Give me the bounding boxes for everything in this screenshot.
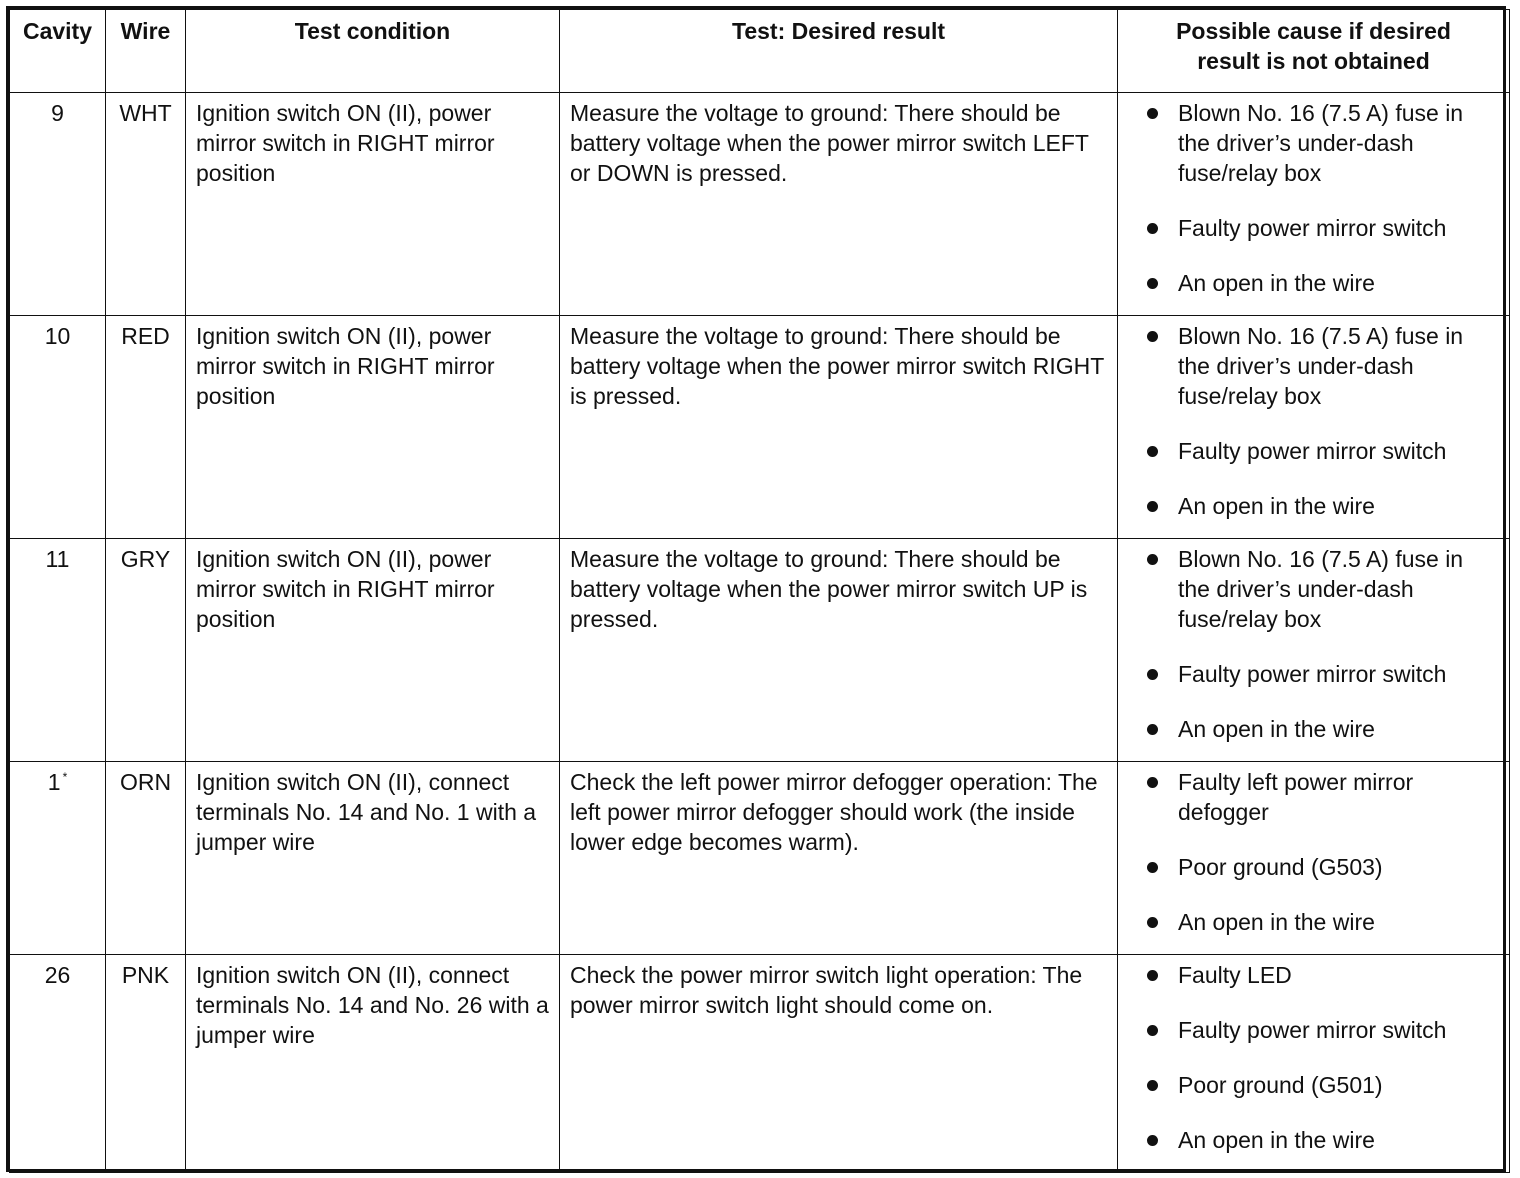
cause-text: An open in the wire (1178, 909, 1375, 935)
cavity-number: 10 (44, 323, 71, 349)
bullet-icon (1147, 970, 1158, 981)
cavity-number: 9 (51, 100, 64, 126)
table-row (10, 316, 1510, 539)
cavity-cell (10, 955, 106, 1173)
cause-list (1128, 321, 1499, 521)
possible-cause-cell (1118, 539, 1510, 762)
test-condition-cell: Ignition switch ON (II), power mirror switch in RIGHT mirror position (186, 539, 560, 762)
header-test-desired-result: Test: Desired result (560, 10, 1118, 93)
bullet-icon (1147, 446, 1158, 457)
cause-item (1128, 321, 1499, 411)
bullet-icon (1147, 331, 1158, 342)
desired-result-cell: Check the power mirror switch light operation: The power mirror switch light should come on. (560, 955, 1118, 1173)
cavity-cell (10, 762, 106, 955)
wire-cell: WHT (106, 93, 186, 316)
cause-list (1128, 960, 1499, 1155)
cause-text: Poor ground (G501) (1178, 1072, 1383, 1098)
cause-list (1128, 98, 1499, 298)
bullet-icon (1147, 1025, 1158, 1036)
bullet-icon (1147, 724, 1158, 735)
cause-text: Faulty power mirror switch (1178, 1017, 1447, 1043)
bullet-icon (1147, 501, 1158, 512)
header-possible-cause-line2: result is not obtained (1197, 48, 1430, 74)
cause-text: Faulty LED (1178, 962, 1292, 988)
cause-text: Blown No. 16 (7.5 A) fuse in the driver’s under-dash fuse/relay box (1178, 100, 1464, 186)
cause-item (1128, 960, 1499, 990)
bullet-icon (1147, 223, 1158, 234)
cause-text: Poor ground (G503) (1178, 854, 1383, 880)
cause-item (1128, 1125, 1499, 1155)
cause-text: An open in the wire (1178, 1127, 1375, 1153)
bullet-icon (1147, 278, 1158, 289)
possible-cause-cell (1118, 93, 1510, 316)
cause-text: Faulty power mirror switch (1178, 438, 1447, 464)
test-condition-cell: Ignition switch ON (II), connect terminals No. 14 and No. 26 with a jumper wire (186, 955, 560, 1173)
cause-item (1128, 98, 1499, 188)
cause-item (1128, 544, 1499, 634)
cause-item (1128, 436, 1499, 466)
wire-cell: RED (106, 316, 186, 539)
desired-result-cell: Measure the voltage to ground: There should be battery voltage when the power mirror switch LEFT or DOWN is pressed. (560, 93, 1118, 316)
wire-cell: GRY (106, 539, 186, 762)
cause-text: An open in the wire (1178, 493, 1375, 519)
diagnostic-table-frame (6, 6, 1506, 1172)
cause-text: Faulty power mirror switch (1178, 661, 1447, 687)
bullet-icon (1147, 917, 1158, 928)
cause-text: Blown No. 16 (7.5 A) fuse in the driver’s under-dash fuse/relay box (1178, 323, 1464, 409)
desired-result-cell: Check the left power mirror defogger operation: The left power mirror defogger should work (the inside lower edge becomes warm). (560, 762, 1118, 955)
bullet-icon (1147, 669, 1158, 680)
cause-item (1128, 852, 1499, 882)
header-possible-cause (1118, 10, 1510, 93)
table-row (10, 93, 1510, 316)
table-row (10, 539, 1510, 762)
desired-result-cell: Measure the voltage to ground: There should be battery voltage when the power mirror switch RIGHT is pressed. (560, 316, 1118, 539)
cause-text: Faulty power mirror switch (1178, 215, 1447, 241)
header-row (10, 10, 1510, 93)
desired-result-cell: Measure the voltage to ground: There should be battery voltage when the power mirror switch UP is pressed. (560, 539, 1118, 762)
header-test-condition: Test condition (186, 10, 560, 93)
cavity-cell (10, 316, 106, 539)
possible-cause-cell (1118, 955, 1510, 1173)
cause-item (1128, 714, 1499, 744)
header-cavity: Cavity (10, 10, 106, 93)
bullet-icon (1147, 554, 1158, 565)
test-condition-cell: Ignition switch ON (II), connect terminals No. 14 and No. 1 with a jumper wire (186, 762, 560, 955)
table-row (10, 955, 1510, 1173)
cause-text: An open in the wire (1178, 270, 1375, 296)
bullet-icon (1147, 1135, 1158, 1146)
test-condition-cell: Ignition switch ON (II), power mirror switch in RIGHT mirror position (186, 316, 560, 539)
wire-cell: ORN (106, 762, 186, 955)
cavity-number: 1 (47, 769, 61, 795)
cause-text: Faulty left power mirror defogger (1178, 769, 1414, 825)
cause-list (1128, 767, 1499, 937)
cause-text: An open in the wire (1178, 716, 1375, 742)
possible-cause-cell (1118, 762, 1510, 955)
bullet-icon (1147, 777, 1158, 788)
test-condition-cell: Ignition switch ON (II), power mirror switch in RIGHT mirror position (186, 93, 560, 316)
header-wire: Wire (106, 10, 186, 93)
cause-item (1128, 767, 1499, 827)
table-row (10, 762, 1510, 955)
cavity-cell (10, 539, 106, 762)
bullet-icon (1147, 1080, 1158, 1091)
bullet-icon (1147, 108, 1158, 119)
cause-text: Blown No. 16 (7.5 A) fuse in the driver’s under-dash fuse/relay box (1178, 546, 1464, 632)
cavity-number: 11 (45, 546, 70, 572)
header-possible-cause-line1: Possible cause if desired (1176, 18, 1451, 44)
wire-cell: PNK (106, 955, 186, 1173)
footnote-marker: * (62, 770, 68, 784)
cause-item (1128, 268, 1499, 298)
terminal-test-table (9, 9, 1510, 1173)
cause-item (1128, 213, 1499, 243)
cause-item (1128, 1070, 1499, 1100)
cause-list (1128, 544, 1499, 744)
possible-cause-cell (1118, 316, 1510, 539)
cause-item (1128, 907, 1499, 937)
cavity-cell (10, 93, 106, 316)
cause-item (1128, 491, 1499, 521)
cause-item (1128, 659, 1499, 689)
bullet-icon (1147, 862, 1158, 873)
cavity-number: 26 (44, 962, 71, 988)
cause-item (1128, 1015, 1499, 1045)
